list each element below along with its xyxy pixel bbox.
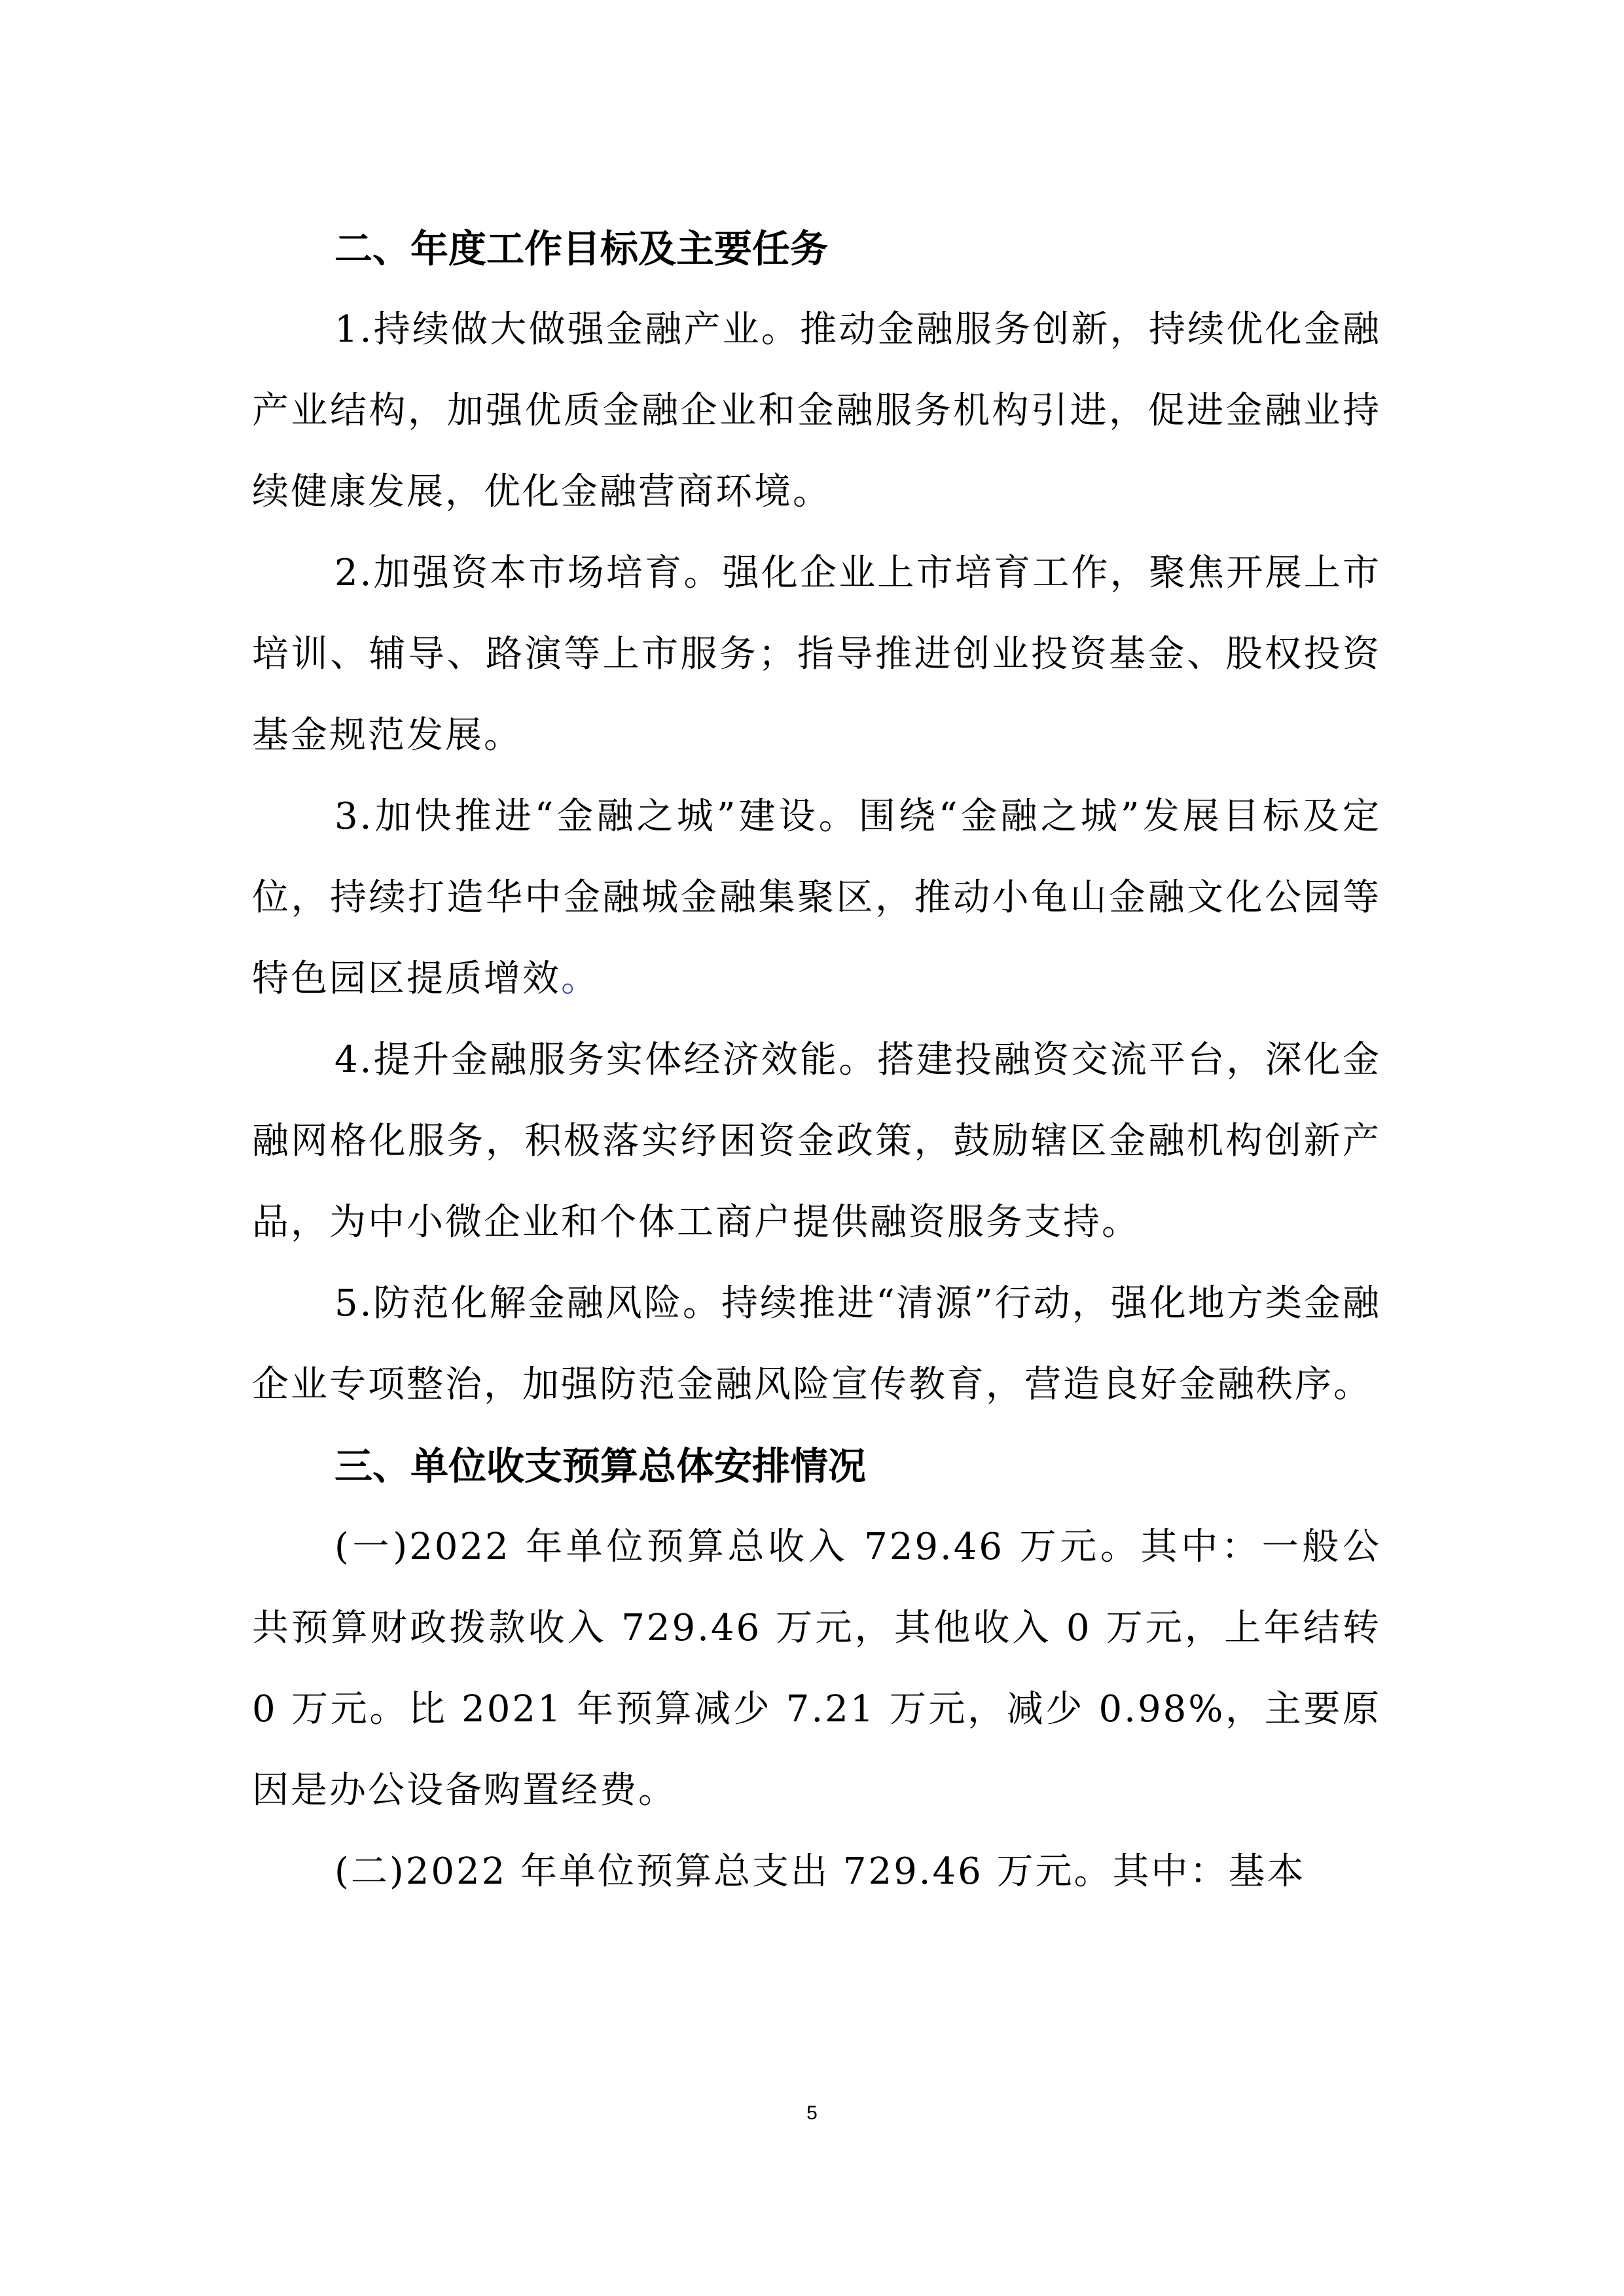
paragraph-budget-expense: (二)2022 年单位预算总支出 729.46 万元。其中：基本 bbox=[334, 1850, 1306, 1893]
paragraph-item-4: 4.提升金融服务实体经济效能。搭建投融资交流平台，深化金融网格化服务，积极落实纾困资金政策，鼓励辖区金融机构创新产品，为中小微企业和个体工商户提供融资服务支持。 bbox=[252, 1039, 1381, 1244]
section-heading-annual-goals: 二、年度工作目标及主要任务 bbox=[334, 226, 829, 271]
paragraph-item-3 bbox=[252, 776, 1381, 1020]
paragraph-budget-income: (一)2022 年单位预算总收入 729.46 万元。其中：一般公共预算财政拨款收入 729.46 万元，其他收入 0 万元，上年结转 0 万元。比 2021 年预算减少 7.21 万元，减少 0.98%，主要原因是办公设备购置经费。 bbox=[252, 1526, 1381, 1812]
section-heading-budget-overview: 三、单位收支预算总体安排情况 bbox=[334, 1444, 867, 1488]
paragraph-item-1: 1.持续做大做强金融产业。推动金融服务创新，持续优化金融产业结构，加强优质金融企业和金融服务机构引进，促进金融业持续健康发展，优化金融营商环境。 bbox=[252, 308, 1381, 513]
paragraph-item-3-text: 3.加快推进“金融之城”建设。围绕“金融之城”发展目标及定位，持续打造华中金融城金融集聚区，推动小龟山金融文化公园等特色园区提质增效 bbox=[252, 795, 1381, 1000]
document-body bbox=[252, 208, 1381, 1912]
paragraph-item-2: 2.加强资本市场培育。强化企业上市培育工作，聚焦开展上市培训、辅导、路演等上市服务；指导推进创业投资基金、股权投资基金规范发展。 bbox=[252, 552, 1381, 757]
paragraph-item-3-end-mark: 。 bbox=[561, 958, 600, 1000]
page-number: 5 bbox=[806, 2102, 818, 2124]
paragraph-item-5: 5.防范化解金融风险。持续推进“清源”行动，强化地方类金融企业专项整治，加强防范金融风险宣传教育，营造良好金融秩序。 bbox=[252, 1282, 1381, 1406]
